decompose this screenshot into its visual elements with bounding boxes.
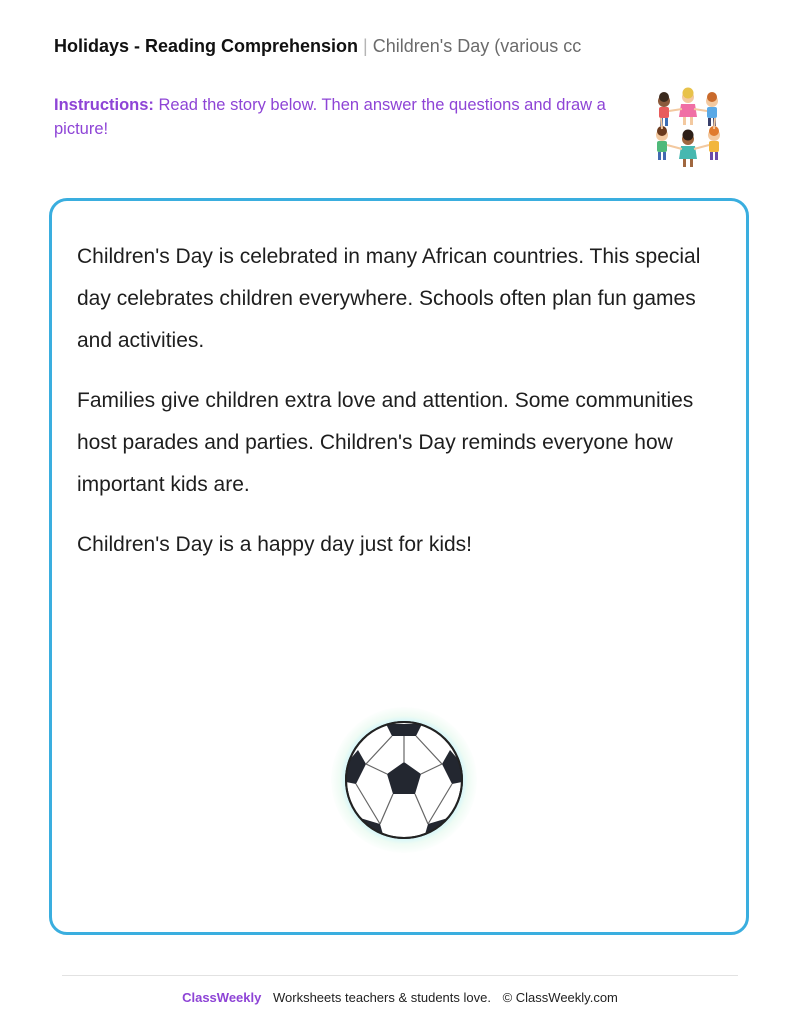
page-footer bbox=[0, 990, 800, 1005]
kid-figure bbox=[708, 126, 720, 160]
kid-figure bbox=[706, 92, 718, 126]
worksheet-title: Holidays - Reading Comprehension bbox=[54, 36, 359, 56]
footer-brand: ClassWeekly bbox=[182, 990, 262, 1005]
kid-figure bbox=[656, 126, 668, 160]
title-separator: | bbox=[363, 36, 368, 56]
kid-figure bbox=[679, 88, 697, 126]
children-holding-hands-image bbox=[636, 73, 744, 173]
page-header bbox=[54, 36, 614, 62]
soccer-ball-icon bbox=[344, 720, 464, 840]
kid-figure bbox=[658, 92, 670, 126]
story-paragraph: Children's Day is celebrated in many African countries. This special day celebrates children everywhere. Schools often plan fun games and activities. bbox=[77, 245, 701, 352]
instructions bbox=[54, 93, 614, 141]
footer-divider bbox=[62, 975, 738, 976]
worksheet-subtitle: Children's Day (various cc bbox=[372, 36, 582, 56]
story-paragraph: Children's Day is a happy day just for kids! bbox=[77, 533, 473, 556]
instructions-text: Read the story below. Then answer the questions and draw a picture! bbox=[54, 96, 606, 138]
instructions-label: Instructions: bbox=[54, 96, 154, 114]
soccer-ball-image bbox=[331, 707, 477, 853]
story-text bbox=[77, 236, 717, 584]
footer-tagline: Worksheets teachers & students love. bbox=[272, 990, 491, 1005]
story-paragraph: Families give children extra love and attention. Some communities host parades and parties. Children's Day reminds everyone how important kids are. bbox=[77, 389, 694, 496]
footer-copyright: © ClassWeekly.com bbox=[502, 990, 618, 1005]
